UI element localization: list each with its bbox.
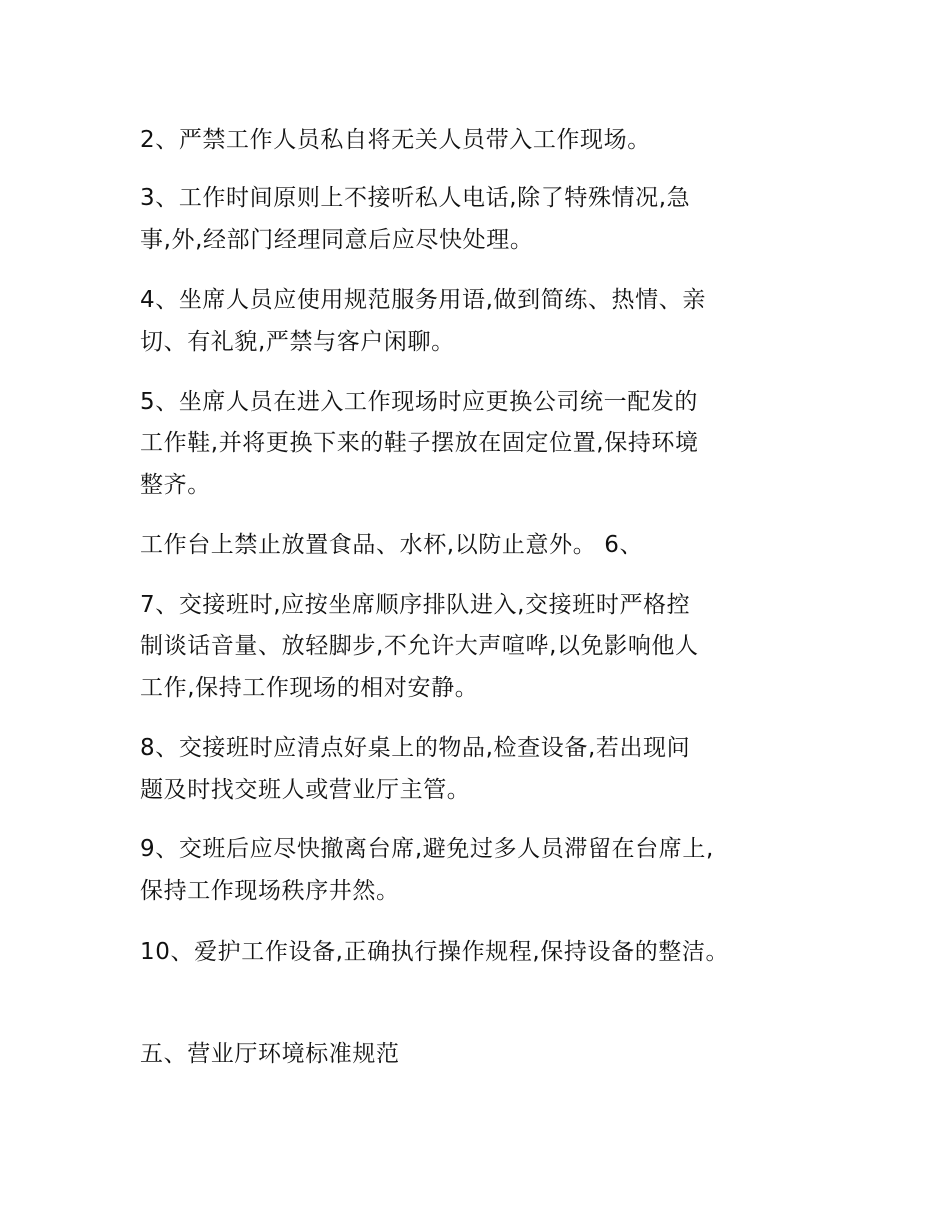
paragraph-5-line-2: 工作鞋,并将更换下来的鞋子摆放在固定位置,保持环境 xyxy=(140,430,699,456)
paragraph-7-line-2: 制谈话音量、放轻脚步,不允许大声喧哗,以免影响他人 xyxy=(140,633,699,659)
paragraph-5-line-3: 整齐。 xyxy=(140,472,211,498)
paragraph-7-line-1: 7、交接班时,应按坐席顺序排队进入,交接班时严格控 xyxy=(140,592,691,618)
paragraph-2-line-1: 2、严禁工作人员私自将无关人员带入工作现场。 xyxy=(140,127,651,153)
paragraph-5-line-1: 5、坐席人员在进入工作现场时应更换公司统一配发的 xyxy=(140,389,699,415)
paragraph-3-line-2: 事,外,经部门经理同意后应尽快处理。 xyxy=(140,227,534,253)
paragraph-4-line-2: 切、有礼貌,严禁与客户闲聊。 xyxy=(140,329,455,355)
paragraph-3-line-1: 3、工作时间原则上不接听私人电话,除了特殊情况,急 xyxy=(140,185,691,211)
paragraph-9-line-2: 保持工作现场秩序井然。 xyxy=(140,878,400,904)
paragraph-9-line-1: 9、交班后应尽快撤离台席,避免过多人员滞留在台席上, xyxy=(140,836,714,862)
paragraph-8-line-1: 8、交接班时应清点好桌上的物品,检查设备,若出现问 xyxy=(140,735,691,761)
paragraph-10-line-1: 10、爱护工作设备,正确执行操作规程,保持设备的整洁。 xyxy=(140,939,730,965)
paragraph-7-line-3: 工作,保持工作现场的相对安静。 xyxy=(140,675,479,701)
paragraph-6-line-1: 工作台上禁止放置食品、水杯,以防止意外。 6、 xyxy=(140,532,644,558)
paragraph-8-line-2: 题及时找交班人或营业厅主管。 xyxy=(140,777,471,803)
section-heading: 五、营业厅环境标准规范 xyxy=(140,1041,400,1067)
paragraph-4-line-1: 4、坐席人员应使用规范服务用语,做到简练、热情、亲 xyxy=(140,287,706,313)
